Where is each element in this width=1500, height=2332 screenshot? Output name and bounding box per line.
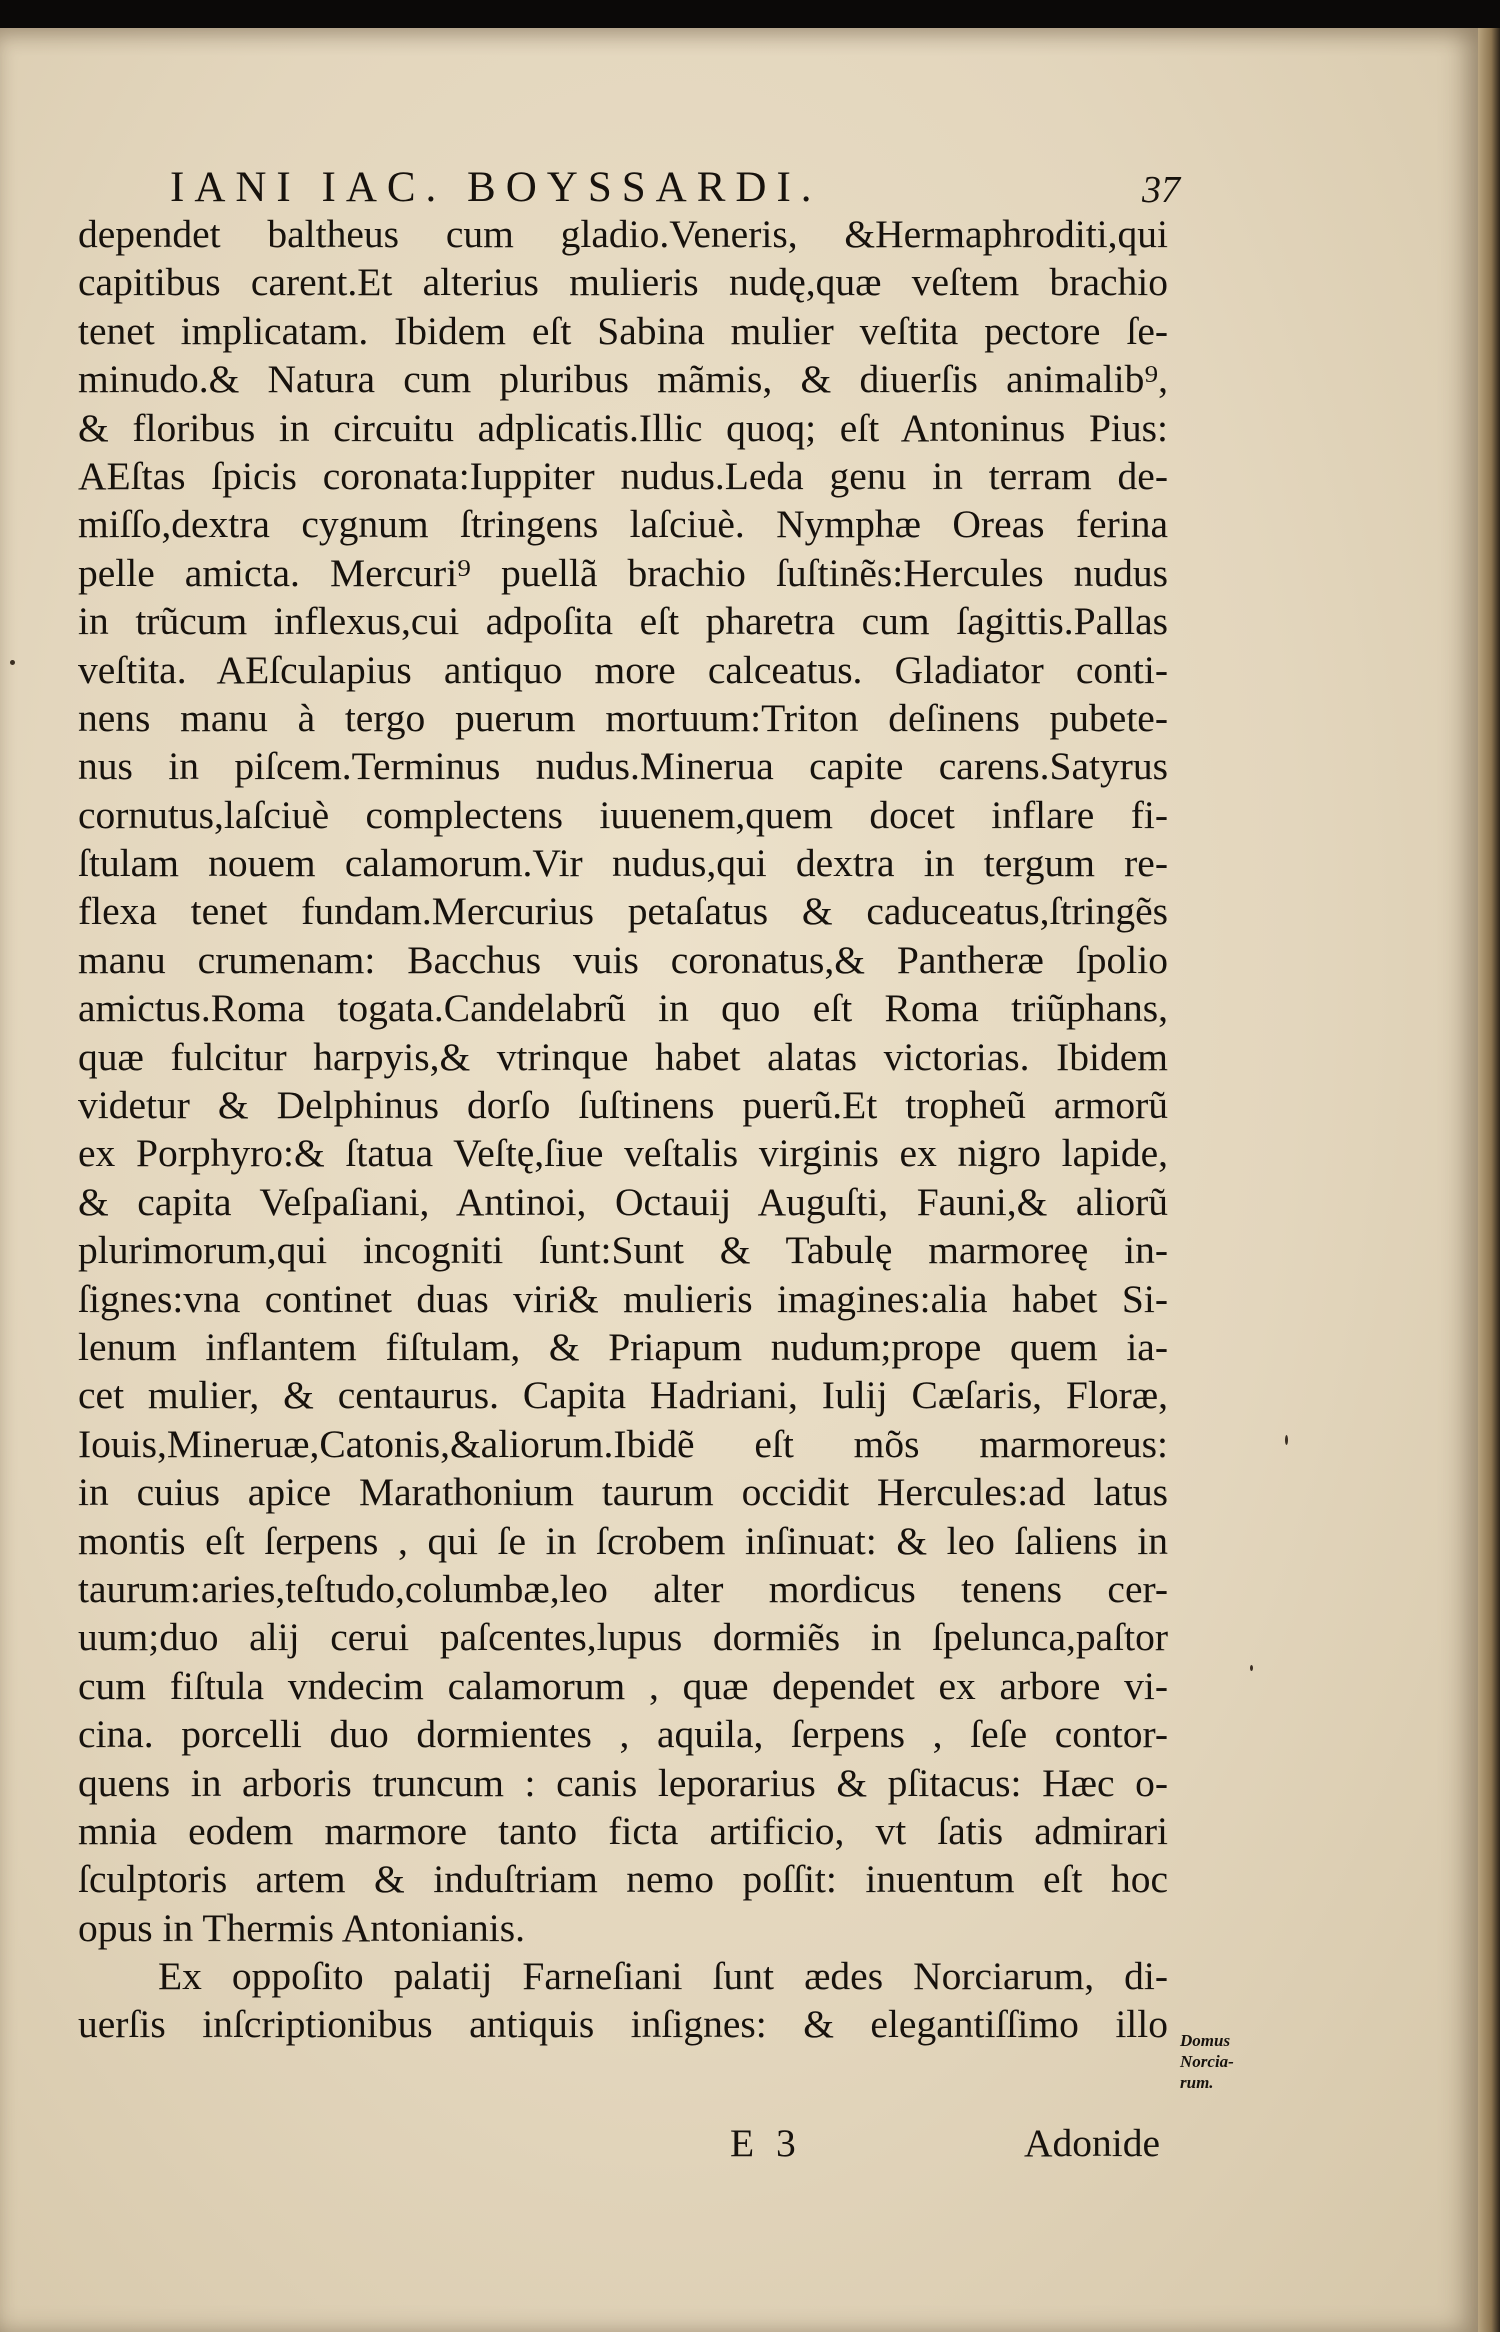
catchword: Adonide <box>1023 2121 1160 2165</box>
text-line: in trũcum inflexus,cui adpoſita eſt pharetra cum ſagittis.Pallas <box>78 599 1168 644</box>
text-line: & floribus in circuitu adplicatis.Illic quoq; eſt Antoninus Pius: <box>78 405 1168 450</box>
text-line: cina. porcelli duo dormientes , aquila, ſerpens , ſeſe contor- <box>78 1712 1168 1757</box>
page-header <box>170 158 1180 218</box>
text-line: ex Porphyro:& ſtatua Veſtę,ſiue veſtalis virginis ex nigro lapide, <box>78 1131 1168 1176</box>
text-line: veſtita. AEſculapius antiquo more calceatus. Gladiator conti- <box>78 647 1168 692</box>
margin-note-line: Norcia- <box>1180 2052 1234 2071</box>
text-line: lenum inflantem fiſtulam, & Priapum nudum;prope quem ia- <box>78 1324 1168 1369</box>
text-line: plurimorum,qui incogniti ſunt:Sunt & Tabulę marmoreę in- <box>78 1228 1168 1273</box>
text-line: ſtulam nouem calamorum.Vir nudus,qui dextra in tergum re- <box>78 841 1168 886</box>
text-line: miſſo,dextra cygnum ſtringens laſciuè. Nymphæ Oreas ferina <box>78 502 1168 547</box>
text-line: videtur & Delphinus dorſo ſuſtinens puerũ.Et tropheũ armorũ <box>78 1083 1168 1128</box>
signature-mark: E 3 <box>730 2121 802 2165</box>
text-line: pelle amicta. Mercuri⁹ puellã brachio ſuſtinẽs:Hercules nudus <box>78 550 1168 595</box>
text-line: flexa tenet fundam.Mercurius petaſatus & caduceatus,ſtringẽs <box>78 889 1168 934</box>
body-text <box>78 210 1168 2049</box>
text-line: uum;duo alij cerui paſcentes,lupus dormiẽs in ſpelunca,paſtor <box>78 1615 1168 1660</box>
paper-speck <box>1250 1665 1253 1671</box>
text-line: nens manu à tergo puerum mortuum:Triton deſinens pubete- <box>78 695 1168 740</box>
text-line: Ex oppoſito palatij Farneſiani ſunt ædes Norciarum, di- <box>158 1954 1168 1999</box>
paper-speck <box>1285 1435 1288 1445</box>
text-line: dependet baltheus cum gladio.Veneris, &Hermaphroditi,qui <box>78 212 1168 256</box>
page-edge <box>1478 28 1500 2332</box>
text-line: quens in arboris truncum : canis leporarius & pſitacus: Hæc o- <box>78 1760 1168 1805</box>
text-line: nus in piſcem.Terminus nudus.Minerua capite carens.Satyrus <box>78 744 1168 789</box>
text-line: minudo.& Natura cum pluribus mãmis, & diuerſis animalib⁹, <box>78 357 1168 402</box>
text-line: ſignes:vna continet duas viri& mulieris imagines:alia habet Si- <box>78 1276 1168 1321</box>
text-line: quæ fulcitur harpyis,& vtrinque habet alatas victorias. Ibidem <box>78 1034 1168 1079</box>
margin-note-line: Domus <box>1180 2031 1231 2050</box>
text-line: cornutus,laſciuè complectens iuuenem,quem docet inflare fi- <box>78 792 1168 837</box>
text-line: Iouis,Mineruæ,Catonis,&aliorum.Ibidẽ eſt mõs marmoreus: <box>78 1421 1168 1466</box>
margin-note <box>1180 2030 1250 2093</box>
page-number: 37 <box>1142 169 1180 211</box>
text-line: AEſtas ſpicis coronata:Iuppiter nudus.Leda genu in terram de- <box>78 453 1168 498</box>
text-line: in cuius apice Marathonium taurum occidit Hercules:ad latus <box>78 1470 1168 1515</box>
text-line: & capita Veſpaſiani, Antinoi, Octauij Auguſti, Fauni,& aliorũ <box>78 1179 1168 1224</box>
text-line: tenet implicatam. Ibidem eſt Sabina mulier veſtita pectore ſe- <box>78 308 1168 353</box>
paper-speck <box>10 660 15 665</box>
text-line: manu crumenam: Bacchus vuis coronatus,& Pantheræ ſpolio <box>78 937 1168 982</box>
text-line: cet mulier, & centaurus. Capita Hadriani, Iulij Cæſaris, Floræ, <box>78 1373 1168 1418</box>
text-line: mnia eodem marmore tanto ficta artificio, vt ſatis admirari <box>78 1808 1168 1853</box>
text-line: taurum:aries,teſtudo,columbæ,leo alter mordicus tenens cer- <box>78 1566 1168 1611</box>
margin-note-line: rum. <box>1180 2073 1214 2092</box>
text-line: ſculptoris artem & induſtriam nemo poſſit: inuentum eſt hoc <box>78 1857 1168 1902</box>
text-line: cum fiſtula vndecim calamorum , quæ dependet ex arbore vi- <box>78 1663 1168 1708</box>
text-line: montis eſt ſerpens , qui ſe in ſcrobem inſinuat: & leo ſaliens in <box>78 1518 1168 1563</box>
text-line: capitibus carent.Et alterius mulieris nudę,quæ veſtem brachio <box>78 260 1168 305</box>
running-head: IANI IAC. BOYSSARDI. <box>170 164 822 211</box>
text-line: amictus.Roma togata.Candelabrũ in quo eſt Roma triũphans, <box>78 986 1168 1031</box>
text-line: uerſis inſcriptionibus antiquis inſignes: & elegantiſſimo illo <box>78 2002 1168 2047</box>
text-line: opus in Thermis Antonianis. <box>78 1905 525 1950</box>
